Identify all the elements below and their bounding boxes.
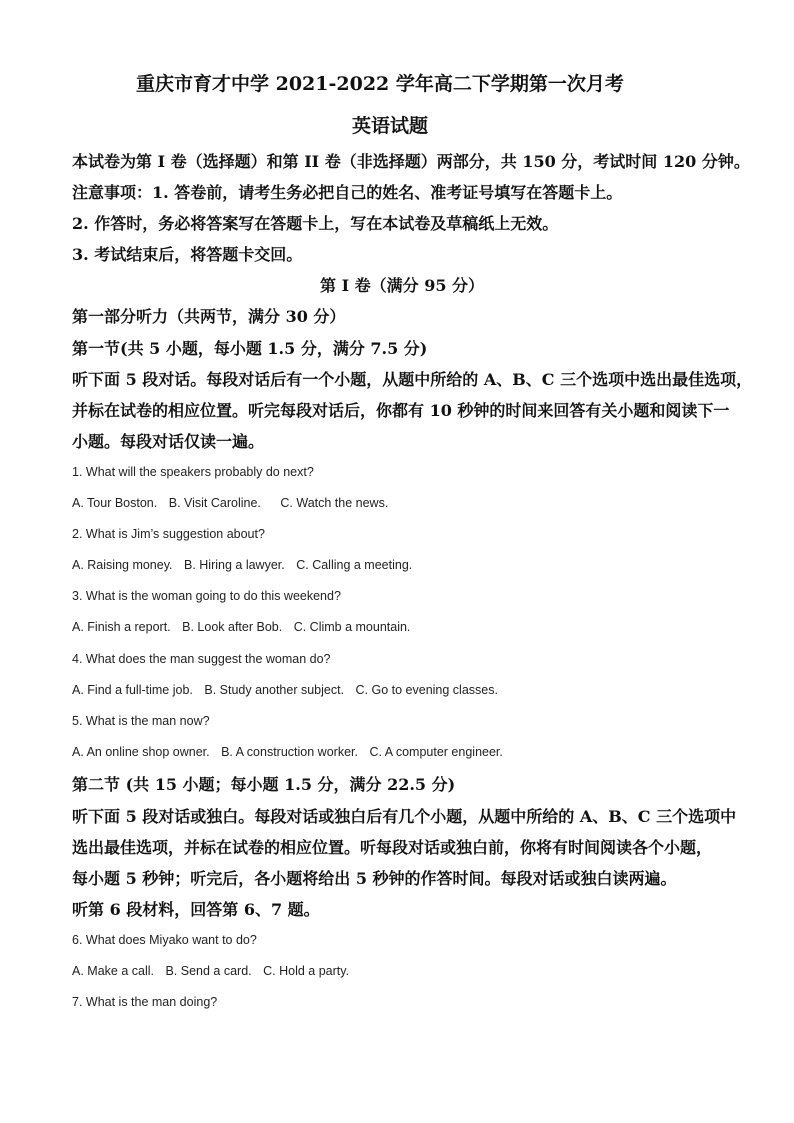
section-2-desc-1: 听下面 5 段对话或独白。每段对话或独白后有几个小题，从题中所给的 A、B、C 三个选项中 (72, 807, 737, 826)
question-1-option-b: B. Visit Caroline. (168, 496, 261, 510)
question-3-options (72, 619, 410, 635)
volume-1-heading: 第 I 卷（满分 95 分） (320, 276, 485, 295)
question-6-option-b: B. Send a card. (165, 964, 252, 978)
question-3-stem: 3. What is the woman going to do this weekend? (72, 589, 341, 603)
question-2-options (72, 557, 412, 573)
question-4-options (72, 682, 498, 698)
question-5-option-b: B. A construction worker. (221, 745, 358, 759)
question-6-stem: 6. What does Miyako want to do? (72, 933, 257, 947)
question-1-option-a: A. Tour Boston. (72, 496, 158, 510)
question-2-option-b: B. Hiring a lawyer. (184, 558, 285, 572)
intro-text: 本试卷为第 I 卷（选择题）和第 II 卷（非选择题）两部分，共 150 分，考试时间 120 分钟。 (72, 152, 750, 171)
part-1-heading: 第一部分听力（共两节，满分 30 分） (72, 307, 346, 326)
question-1-stem: 1. What will the speakers probably do next? (72, 465, 314, 479)
question-4-option-a: A. Find a full-time job. (72, 683, 193, 697)
question-5-stem: 5. What is the man now? (72, 714, 210, 728)
section-1-desc-3: 小题。每段对话仅读一遍。 (72, 432, 265, 451)
note-2: 2. 作答时，务必将答案写在答题卡上，写在本试卷及草稿纸上无效。 (72, 214, 559, 233)
section-1-heading: 第一节(共 5 小题，每小题 1.5 分，满分 7.5 分) (72, 339, 428, 358)
question-4-option-b: B. Study another subject. (204, 683, 345, 697)
question-3-option-c: C. Climb a mountain. (293, 620, 411, 634)
question-5-option-a: A. An online shop owner. (72, 745, 210, 759)
note-1: 注意事项：1. 答卷前，请考生务必把自己的姓名、准考证号填写在答题卡上。 (72, 183, 623, 202)
question-5-options (72, 744, 503, 760)
note-3: 3. 考试结束后，将答题卡交回。 (72, 245, 303, 264)
section-1-desc-2: 并标在试卷的相应位置。听完每段对话后，你都有 10 秒钟的时间来回答有关小题和阅读下一 (72, 401, 730, 420)
section-2-desc-2: 选出最佳选项，并标在试卷的相应位置。听每段对话或独白前，你将有时间阅读各个小题， (72, 838, 713, 857)
question-6-option-a: A. Make a call. (72, 964, 154, 978)
exam-subtitle: 英语试题 (352, 115, 429, 137)
question-6-option-c: C. Hold a party. (263, 964, 350, 978)
section-1-desc-1: 听下面 5 段对话。每段对话后有一个小题，从题中所给的 A、B、C 三个选项中选出最佳选项， (72, 370, 753, 389)
question-6-options (72, 963, 349, 979)
question-2-stem: 2. What is Jim’s suggestion about? (72, 527, 265, 541)
question-2-option-c: C. Calling a meeting. (296, 558, 413, 572)
question-3-option-b: B. Look after Bob. (182, 620, 283, 634)
section-2-desc-3: 每小题 5 秒钟；听完后，各小题将给出 5 秒钟的作答时间。每段对话或独白读两遍。 (72, 869, 677, 888)
section-2-heading: 第二节 (共 15 小题；每小题 1.5 分，满分 22.5 分) (72, 775, 456, 794)
question-1-option-c: C. Watch the news. (280, 496, 389, 510)
question-1-options (72, 495, 388, 511)
material-6-heading: 听第 6 段材料，回答第 6、7 题。 (72, 900, 320, 919)
question-7-stem: 7. What is the man doing? (72, 995, 218, 1009)
question-5-option-c: C. A computer engineer. (369, 745, 503, 759)
question-3-option-a: A. Finish a report. (72, 620, 171, 634)
question-4-option-c: C. Go to evening classes. (355, 683, 498, 697)
exam-title: 重庆市育才中学 2021-2022 学年高二下学期第一次月考 (136, 73, 624, 95)
question-2-option-a: A. Raising money. (72, 558, 173, 572)
question-4-stem: 4. What does the man suggest the woman do? (72, 652, 331, 666)
